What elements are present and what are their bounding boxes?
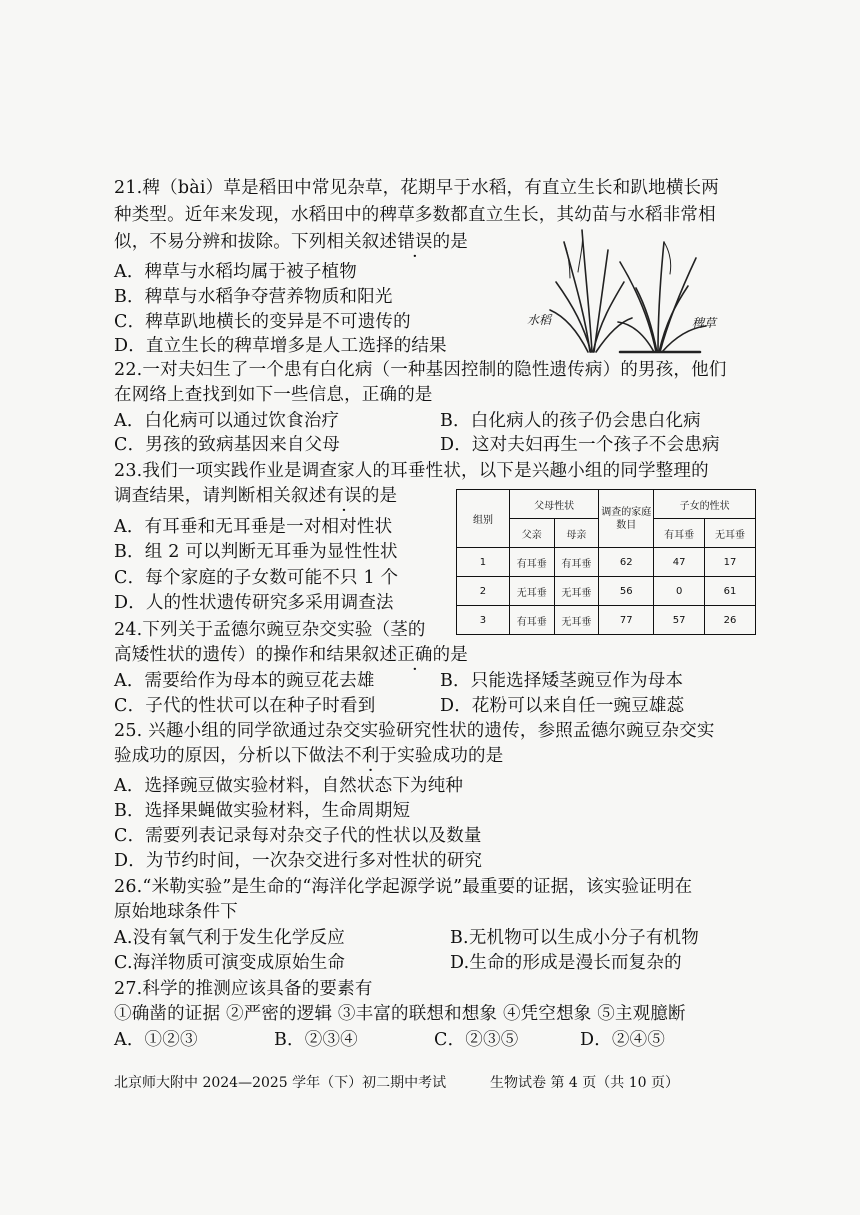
q24-stem-line1: 24.下列关于孟德尔豌豆杂交实验（茎的: [114, 620, 426, 640]
q21-option-b: B．稗草与水稻争夺营养物质和阳光: [114, 287, 393, 307]
q21-option-a: A．稗草与水稻均属于被子植物: [114, 262, 357, 282]
label-rice: 水稻: [527, 313, 552, 327]
q21-stem-line1: 21.稗（bài）草是稻田中常见杂草，花期早于水稻，有直立生长和趴地横长两: [114, 178, 719, 198]
table-row: 3 有耳垂 无耳垂 77 57 26: [457, 606, 756, 635]
q23-emphasis: 有误: [326, 486, 362, 506]
q27-option-a: A．①②③: [114, 1030, 198, 1050]
header-families: 调查的家庭数目: [599, 490, 654, 548]
q27-option-d: D．②④⑤: [580, 1030, 666, 1050]
earlobe-survey-table: [456, 489, 756, 635]
q21-option-d: D．直立生长的稗草增多是人工选择的结果: [114, 336, 447, 356]
q26-option-b: B.无机物可以生成小分子有机物: [450, 928, 699, 948]
q24-option-b: B．只能选择矮茎豌豆作为母本: [440, 671, 684, 691]
rice-and-barnyard-grass-illustration: [520, 222, 720, 362]
q27-stem-line2: ①确凿的证据 ②严密的逻辑 ③丰富的联想和想象 ④凭空想象 ⑤主观臆断: [114, 1004, 686, 1024]
q24-option-a: A．需要给作为母本的豌豆花去雄: [114, 671, 375, 691]
header-child-with: 有耳垂: [654, 519, 705, 548]
q25-stem-line1: 25. 兴趣小组的同学欲通过杂交实验研究性状的遗传，参照孟德尔豌豆杂交实: [114, 721, 715, 741]
q25-emphasis: 不利于: [344, 746, 398, 766]
q27-option-b: B．②③④: [274, 1030, 358, 1050]
q26-stem-line1: 26.“米勒实验”是生命的“海洋化学起源学说”最重要的证据，该实验证明在: [114, 877, 693, 897]
q25-option-a: A．选择豌豆做实验材料，自然状态下为纯种: [114, 776, 464, 796]
q26-stem-line2: 原始地球条件下: [114, 902, 238, 922]
q26-option-c: C.海洋物质可演变成原始生命: [114, 953, 346, 973]
q25-option-c: C．需要列表记录每对杂交子代的性状以及数量: [114, 826, 482, 846]
q24-option-c: C．子代的性状可以在种子时看到: [114, 696, 376, 716]
q23-option-c: C．每个家庭的子女数可能不只 1 个: [114, 568, 399, 588]
header-mother: 母亲: [554, 519, 599, 548]
q21-emphasis: 错误: [397, 232, 433, 252]
q22-option-b: B．白化病人的孩子仍会患白化病: [440, 411, 701, 431]
q27-option-c: C．②③⑤: [434, 1030, 519, 1050]
q24-option-d: D．花粉可以来自任一豌豆雄蕊: [440, 696, 685, 716]
q21-option-c: C．稗草趴地横长的变异是不可遗传的: [114, 312, 411, 332]
q24-stem-line2: 高矮性状的遗传）的操作和结果叙述正确的是: [114, 645, 469, 665]
q27-stem-line1: 27.科学的推测应该具备的要素有: [114, 979, 373, 999]
q23-option-d: D．人的性状遗传研究多采用调查法: [114, 593, 394, 613]
q22-option-a: A．白化病可以通过饮食治疗: [114, 411, 340, 431]
q23-stem-line2: 调查结果，请判断相关叙述有误的是: [114, 486, 398, 506]
q21-stem-line3: 似，不易分辨和拔除。下列相关叙述错误的是: [114, 232, 469, 252]
q21-stem-line2: 种类型。近年来发现，水稻田中的稗草多数都直立生长，其幼苗与水稻非常相: [114, 205, 716, 225]
q22-stem-line2: 在网络上查找到如下一些信息，正确的是: [114, 385, 433, 405]
q22-option-d: D．这对夫妇再生一个孩子不会患病: [440, 435, 720, 455]
table-row: 2 无耳垂 无耳垂 56 0 61: [457, 577, 756, 606]
table-row: 1 有耳垂 有耳垂 62 47 17: [457, 548, 756, 577]
header-group: 组别: [457, 490, 510, 548]
header-children: 子女的性状: [654, 490, 756, 519]
q23-option-a: A．有耳垂和无耳垂是一对相对性状: [114, 517, 393, 537]
footer-page-number: 生物试卷 第 4 页（共 10 页）: [490, 1075, 679, 1091]
q25-option-d: D．为节约时间，一次杂交进行多对性状的研究: [114, 851, 483, 871]
q22-stem-line1: 22.一对夫妇生了一个患有白化病（一种基因控制的隐性遗传病）的男孩，他们: [114, 360, 727, 380]
q26-option-d: D.生命的形成是漫长而复杂的: [450, 953, 682, 973]
q25-stem-line2: 验成功的原因，分析以下做法不利于实验成功的是: [114, 746, 504, 766]
footer-school-exam: 北京师大附中 2024—2025 学年（下）初二期中考试: [114, 1075, 447, 1091]
q26-option-a: A.没有氧气利于发生化学反应: [114, 928, 345, 948]
q22-option-c: C．男孩的致病基因来自父母: [114, 435, 340, 455]
header-parents: 父母性状: [509, 490, 598, 519]
header-father: 父亲: [509, 519, 554, 548]
q23-stem-line1: 23.我们一项实践作业是调查家人的耳垂性状，以下是兴趣小组的同学整理的: [114, 461, 709, 481]
q25-option-b: B．选择果蝇做实验材料，生命周期短: [114, 801, 411, 821]
q23-option-b: B．组 2 可以判断无耳垂为显性性状: [114, 542, 398, 562]
label-barnyard-grass: 稗草: [692, 316, 717, 330]
header-child-without: 无耳垂: [705, 519, 756, 548]
q24-emphasis: 正确: [397, 645, 433, 665]
